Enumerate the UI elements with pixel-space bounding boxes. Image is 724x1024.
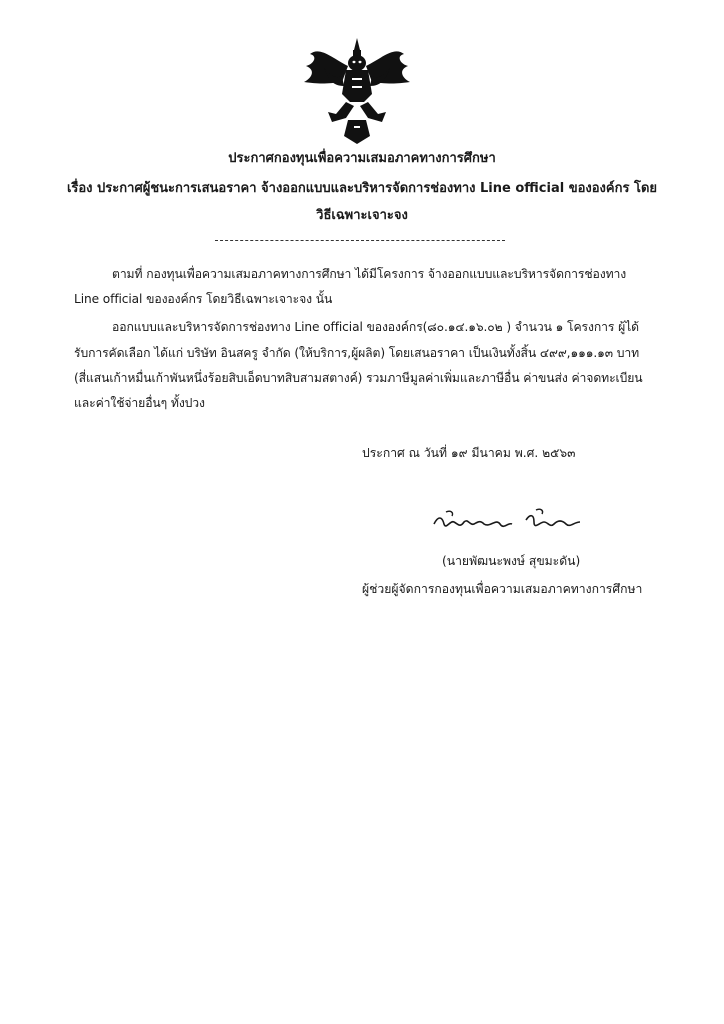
body-paragraph-1-line-2: Line official ขององค์กร โดยวิธีเฉพาะเจาะจง นั้น <box>74 292 333 306</box>
announcement-title: ประกาศกองทุนเพื่อความเสมอภาคทางการศึกษา <box>228 151 496 166</box>
body-paragraph-2-line-2: รับการคัดเลือก ได้แก่ บริษัท อินสครู จำกัด (ให้บริการ,ผู้ผลิต) โดยเสนอราคา เป็นเงินทั้งสิ้น ๔๙๙,๑๑๑.๑๓ บาท <box>74 346 640 360</box>
body-paragraph-2-line-3: (สี่แสนเก้าหมื่นเก้าพันหนึ่งร้อยสิบเอ็ดบาทสิบสามสตางค์) รวมภาษีมูลค่าเพิ่มและภาษีอื่น ค่าขนส่ง ค่าจดทะเบียน <box>74 371 643 385</box>
body-paragraph-2-line-4: และค่าใช้จ่ายอื่นๆ ทั้งปวง <box>74 396 205 410</box>
announcement-subject-cont: วิธีเฉพาะเจาะจง <box>316 208 408 223</box>
body-paragraph-1-line-1: ตามที่ กองทุนเพื่อความเสมอภาคทางการศึกษา ได้มีโครงการ จ้างออกแบบและบริหารจัดการช่องทาง <box>112 267 627 281</box>
handwritten-signature <box>420 500 600 540</box>
announcement-date: ประกาศ ณ วันที่ ๑๙ มีนาคม พ.ศ. ๒๕๖๓ <box>362 446 576 460</box>
signer-position: ผู้ช่วยผู้จัดการกองทุนเพื่อความเสมอภาคทางการศึกษา <box>362 582 643 596</box>
signer-name: (นายพัฒนะพงษ์ สุขมะดัน) <box>442 554 581 568</box>
dashed-divider <box>215 240 505 241</box>
announcement-subject: เรื่อง ประกาศผู้ชนะการเสนอราคา จ้างออกแบบและบริหารจัดการช่องทาง Line official ขององค์กร โดย <box>66 181 658 196</box>
garuda-emblem-icon <box>302 36 412 146</box>
body-paragraph-2-line-1: ออกแบบและบริหารจัดการช่องทาง Line official ขององค์กร(๘๐.๑๔.๑๖.๐๒ ) จำนวน ๑ โครงการ ผู้ได้ <box>112 320 639 334</box>
